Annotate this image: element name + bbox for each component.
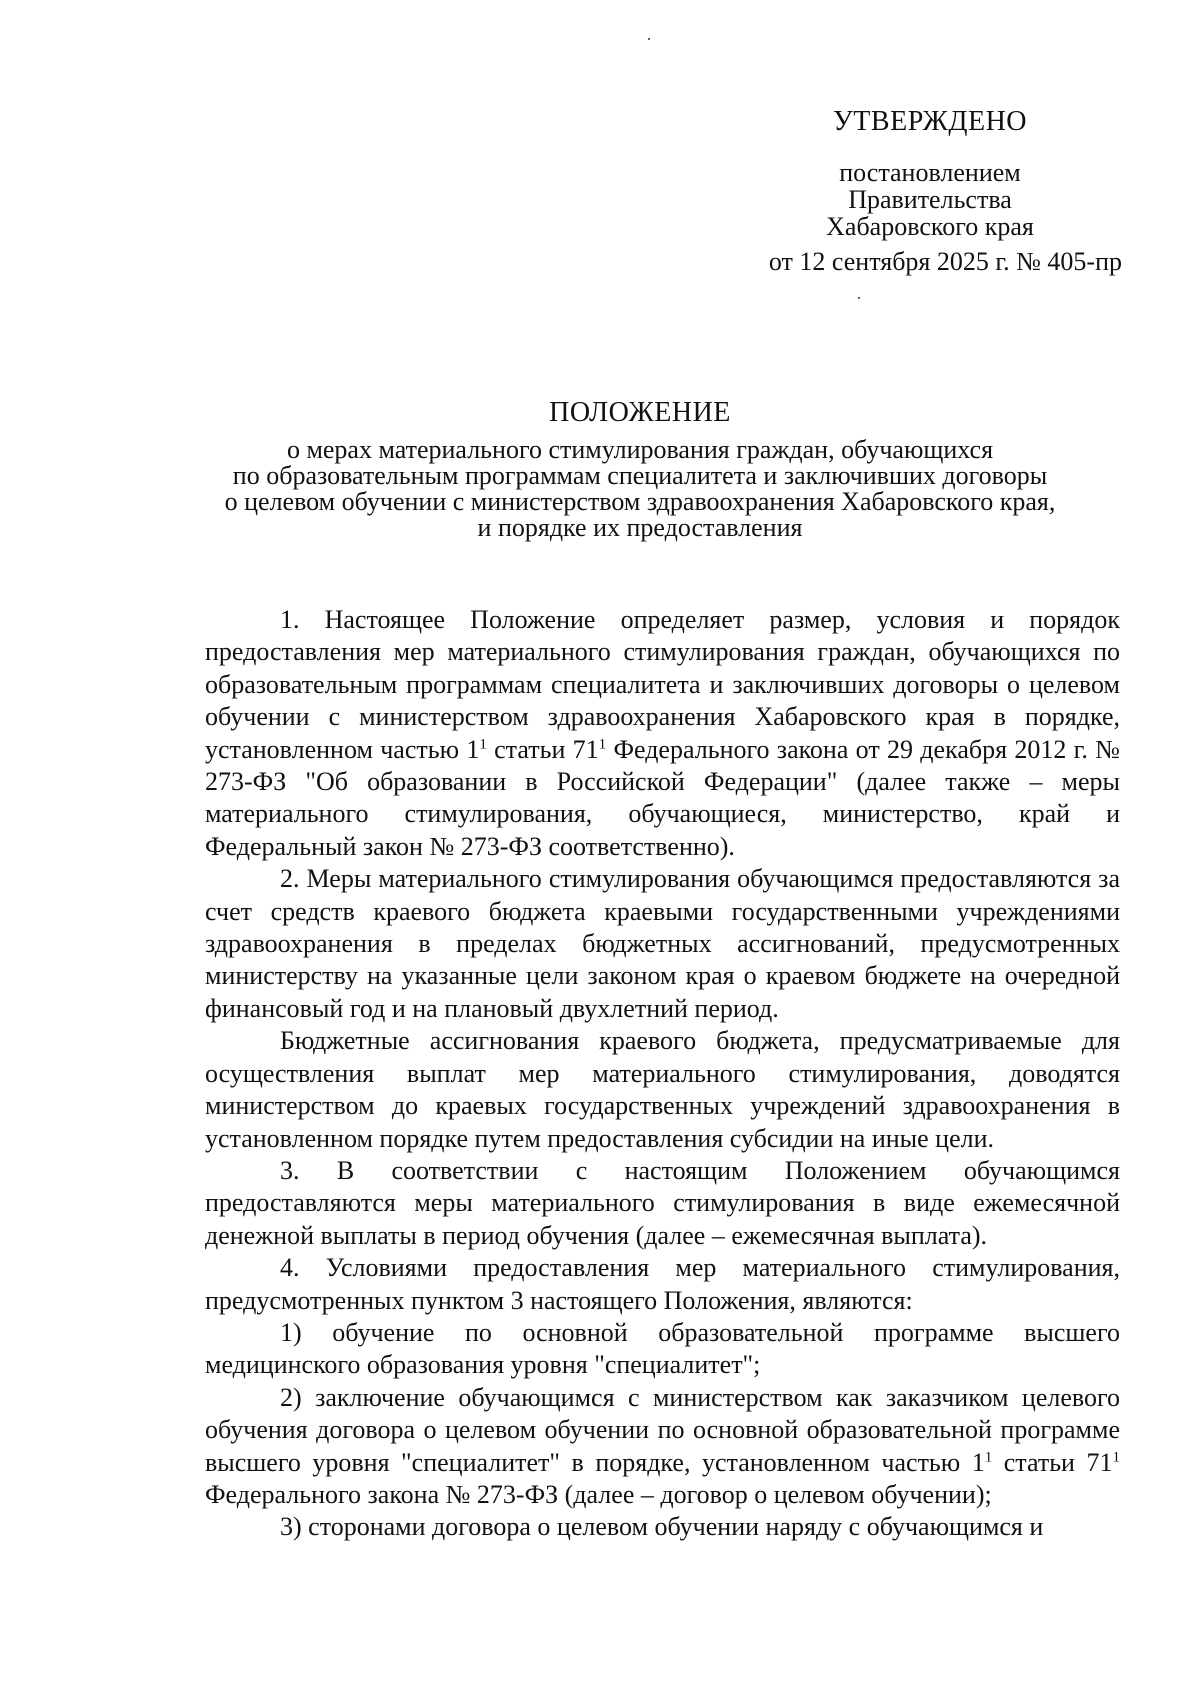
paragraph-2: 2. Меры материального стимулирования обучающимся предоставляются за счет средств краевого бюджета краевыми государственными учреждениями здравоохранения в пределах бюджетных ассигнований, предусмотренных министерству на указанные цели законом края о краевом бюджете на очередной финансовый год и на плановый двухлетний период.: [205, 864, 1120, 1023]
paragraph-text: Федерального закона № 273-ФЗ (далее – договор о целевом обучении);: [205, 1479, 992, 1509]
approval-line-1: постановлением: [839, 158, 1021, 187]
superscript: 1: [984, 1448, 993, 1465]
superscript: 1: [1112, 1448, 1120, 1465]
paragraph-7: [205, 1382, 1120, 1512]
approval-line-2: Правительства: [848, 185, 1012, 214]
scan-speck: [858, 297, 860, 299]
paragraph-3: Бюджетные ассигнования краевого бюджета, предусматриваемые для осуществления выплат мер материального стимулирования, доводятся министерством до краевых государственных учреждений здравоохранения в установленном порядке путем предоставления субсидии на иные цели.: [205, 1026, 1120, 1153]
document-body: [205, 604, 1120, 1544]
paragraph-text: 2) заключение обучающимся с министерством как заказчиком целевого обучения договора о целевом обучении по основной образовательной программе высшего уровня "специалитет" в порядке, установленном частью 1: [205, 1382, 1120, 1477]
paragraph-text: 1. Настоящее Положение определяет размер, условия и порядок предоставления мер материального стимулирования граждан, обучающихся по образовательным программам специалитета и заключивших договоры о целевом обучении с министерством здравоохранения Хабаровского края в порядке, установленном частью 1: [205, 605, 1120, 764]
scan-speck: [648, 38, 650, 40]
paragraph-6: 1) обучение по основной образовательной программе высшего медицинского образования уровня "специалитет";: [205, 1317, 1120, 1380]
paragraph-text: Федерального закона от 29 декабря 2012 г. № 273-ФЗ "Об образовании в Российской Федерации" (далее также – меры материального стимулирования, обучающиеся, министерство, край и Федеральный закон № 273-ФЗ соответственно).: [205, 734, 1120, 861]
title-subline: по образовательным программам специалитета и заключивших договоры: [232, 461, 1048, 490]
paragraph-8: 3) сторонами договора о целевом обучении наряду с обучающимся и: [280, 1512, 1044, 1542]
paragraph-text: статьи 71: [992, 1447, 1113, 1477]
paragraph-1: [205, 604, 1120, 863]
paragraph-text: статьи 71: [486, 734, 599, 764]
approval-line-3: Хабаровского края: [826, 212, 1034, 241]
superscript: 1: [479, 735, 487, 752]
paragraph-5: 4. Условиями предоставления мер материального стимулирования, предусмотренных пунктом 3 настоящего Положения, являются:: [205, 1253, 1120, 1315]
title-subline: и порядке их предоставления: [477, 513, 803, 542]
document-title: [190, 397, 1090, 541]
approval-stamp: [730, 108, 1130, 275]
paragraph-4: 3. В соответствии с настоящим Положением обучающимся предоставляются меры материального стимулирования в виде ежемесячной денежной выплаты в период обучения (далее – ежемесячная выплата).: [205, 1155, 1120, 1250]
title-heading: ПОЛОЖЕНИЕ: [549, 397, 731, 428]
approved-label: УТВЕРЖДЕНО: [832, 106, 1028, 137]
title-subline: о целевом обучении с министерством здравоохранения Хабаровского края,: [224, 487, 1056, 516]
title-subline: о мерах материального стимулирования граждан, обучающихся: [286, 435, 994, 464]
superscript: 1: [598, 735, 607, 752]
approval-date: от 12 сентября 2025 г. № 405-пр: [768, 247, 1122, 276]
